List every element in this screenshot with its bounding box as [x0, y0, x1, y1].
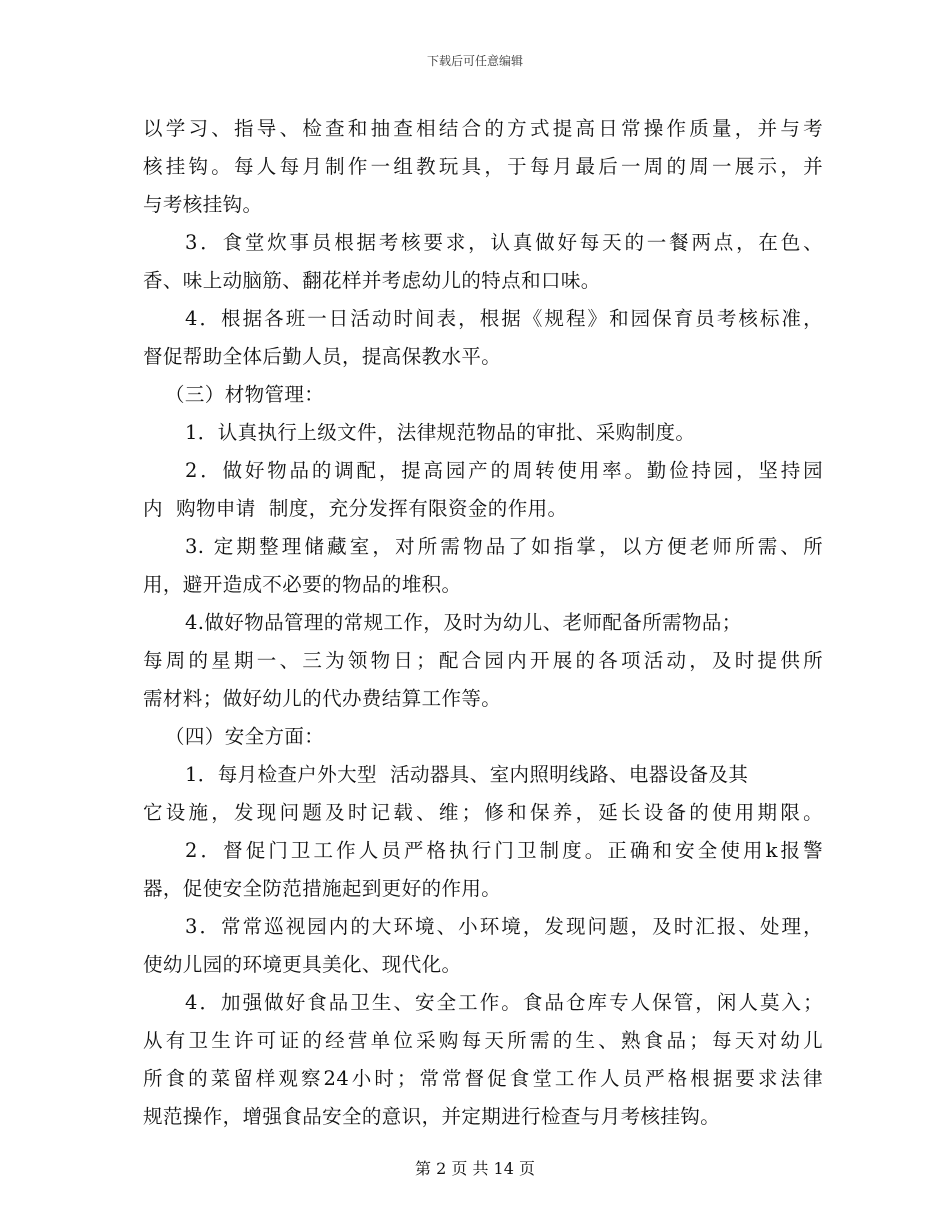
- text-line: 4．根据各班一日活动时间表，根据《规程》和园保育员考核标准，: [185, 307, 823, 330]
- text-line: 1．每月检查户外大型 活动器具、室内照明线路、电器设备及其: [185, 763, 749, 786]
- text-line: 4．加强做好食品卫生、安全工作。食品仓库专人保管，闲人莫入；: [185, 991, 823, 1014]
- text-line: 3. 定期整理储藏室，对所需物品了如指掌，以方便老师所需、所: [185, 535, 823, 558]
- text-line: 需材料；做好幼儿的代办费结算工作等。: [143, 687, 502, 710]
- text-line: 核挂钩。每人每月制作一组教玩具，于每月最后一周的周一展示，并: [143, 155, 823, 178]
- text-line: 1．认真执行上级文件，法律规范物品的审批、采购制度。: [185, 421, 696, 444]
- section-heading: （四）安全方面：: [165, 725, 325, 748]
- section-heading: （三）材物管理：: [165, 383, 325, 406]
- text-line: 2．做好物品的调配，提高园产的周转使用率。勤俭持园，坚持园: [185, 459, 823, 482]
- page-number: 第 2 页 共 14 页: [415, 1159, 535, 1178]
- text-line: 内 购物申请 制度，充分发挥有限资金的作用。: [143, 497, 568, 520]
- text-line: 从有卫生许可证的经营单位采购每天所需的生、熟食品；每天对幼儿: [143, 1029, 823, 1052]
- text-line: 所食的菜留样观察24小时；常常督促食堂工作人员严格根据要求法律: [143, 1067, 823, 1090]
- text-line: 3．食堂炊事员根据考核要求，认真做好每天的一餐两点，在色、: [185, 231, 823, 254]
- text-line: 3．常常巡视园内的大环境、小环境，发现问题，及时汇报、处理，: [185, 915, 823, 938]
- text-line: 它设施，发现问题及时记载、维；修和保养，延长设备的使用期限。: [143, 801, 823, 824]
- text-line: 每周的星期一、三为领物日；配合园内开展的各项活动，及时提供所: [143, 649, 823, 672]
- text-line: 器，促使安全防范措施起到更好的作用。: [143, 877, 502, 900]
- text-line: 规范操作，增强食品安全的意识，并定期进行检查与月考核挂钩。: [143, 1105, 721, 1128]
- text-line: 使幼儿园的环境更具美化、现代化。: [143, 953, 462, 976]
- text-line: 4.做好物品管理的常规工作，及时为幼儿、老师配备所需物品；: [185, 611, 742, 634]
- text-line: 与考核挂钩。: [143, 193, 263, 216]
- page-header: 下载后可任意编辑: [426, 54, 523, 68]
- document-body: [143, 110, 823, 1136]
- text-line: 2．督促门卫工作人员严格执行门卫制度。正确和安全使用k报警: [185, 839, 823, 862]
- text-line: 香、味上动脑筋、翻花样并考虑幼儿的特点和口味。: [143, 269, 601, 292]
- text-line: 用，避开造成不必要的物品的堆积。: [143, 573, 462, 596]
- text-line: 以学习、指导、检查和抽查相结合的方式提高日常操作质量，并与考: [143, 117, 823, 140]
- text-line: 督促帮助全体后勤人员，提高保教水平。: [143, 345, 502, 368]
